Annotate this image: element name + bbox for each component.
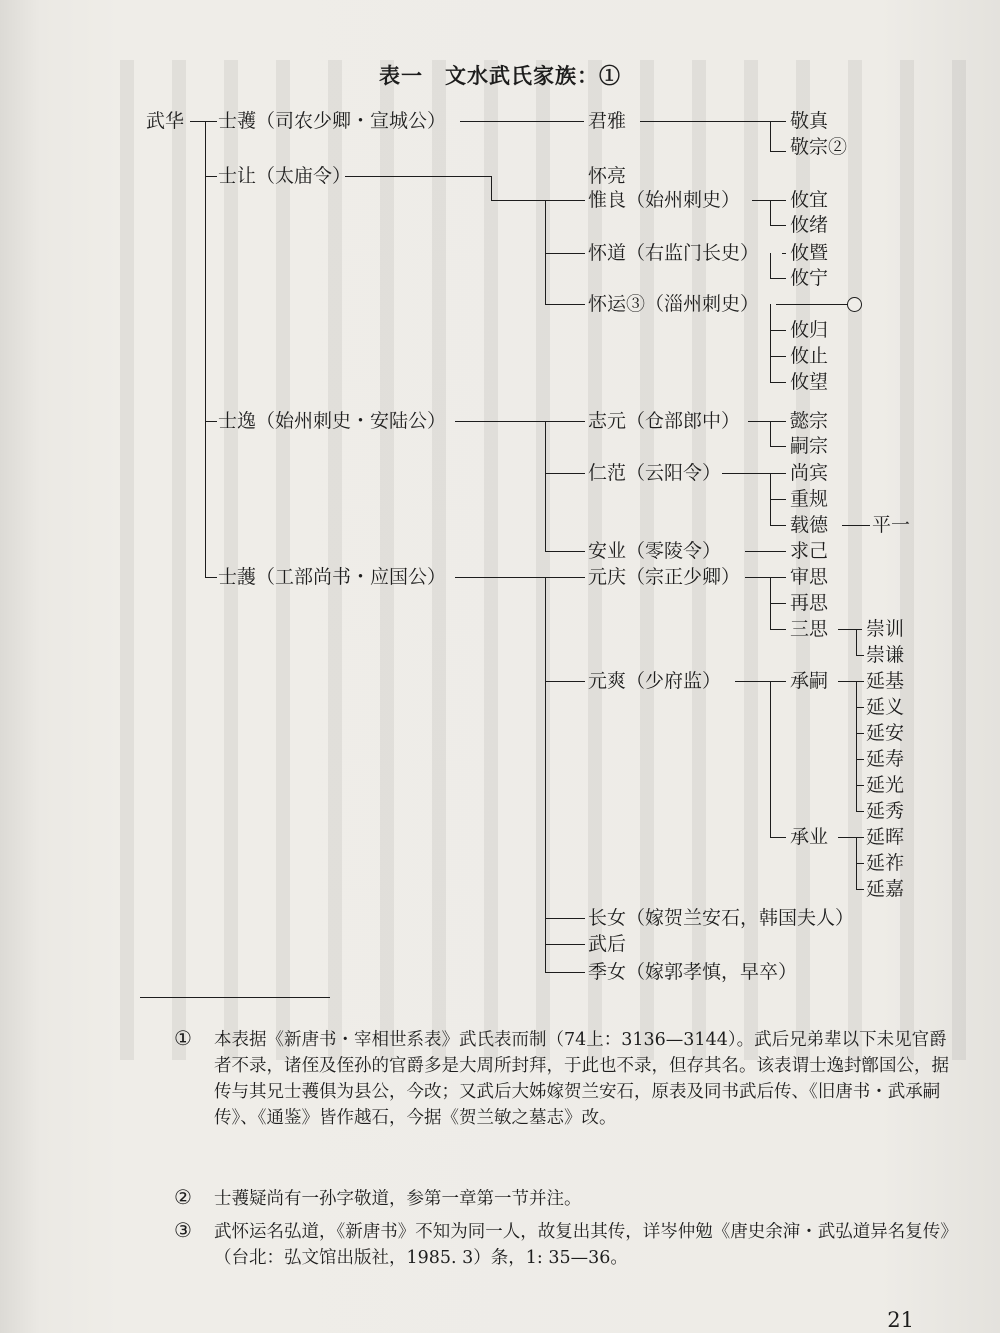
connector <box>770 499 786 500</box>
connector <box>455 421 585 422</box>
unnamed-descendant-circle <box>847 297 862 312</box>
great-grandson-name: 攸望 <box>790 371 829 393</box>
great-grandson-name: 尚宾 <box>790 462 829 484</box>
descendant-name: 延秀 <box>866 800 905 822</box>
son-name: 士逸（始州刺史・安陆公） <box>218 410 447 432</box>
descendant-name: 崇谦 <box>866 644 905 666</box>
connector <box>856 863 864 864</box>
connector <box>770 253 771 278</box>
connector <box>856 759 864 760</box>
connector <box>770 356 786 357</box>
connector <box>838 837 864 838</box>
great-grandson-name: 重规 <box>790 488 829 510</box>
connector <box>838 681 864 682</box>
grandson-name: 惟良（始州刺史） <box>588 189 741 211</box>
connector <box>776 304 848 305</box>
connector <box>770 225 786 226</box>
connector <box>205 421 217 422</box>
footnote-text: 士彟疑尚有一孙字敬道，参第一章第一节并注。 <box>214 1189 582 1209</box>
descendant-name: 平一 <box>872 514 911 536</box>
page-number: 21 <box>887 1308 914 1332</box>
connector <box>545 577 546 972</box>
descendant-name: 延光 <box>866 774 905 796</box>
footnote-rule <box>140 997 330 998</box>
connector <box>190 121 205 122</box>
connector <box>545 304 585 305</box>
great-grandson-name: 再思 <box>790 592 829 614</box>
descendant-name: 延寿 <box>866 748 905 770</box>
connector <box>770 330 786 331</box>
great-grandson-name: 攸宜 <box>790 189 829 211</box>
great-grandson-name: 载德 <box>790 514 829 536</box>
connector <box>745 577 786 578</box>
grandson-name: 怀运③（淄州刺史） <box>588 293 760 315</box>
great-grandson-name: 懿宗 <box>790 410 829 432</box>
great-grandson-name: 敬真 <box>790 110 829 132</box>
grandson-name: 元庆（宗正少卿） <box>588 566 741 588</box>
grandson-name: 元爽（少府监） <box>588 670 722 692</box>
grandson-name: 仁范（云阳令） <box>588 462 722 484</box>
grandson-name: 安业（零陵令） <box>588 540 722 562</box>
descendant-name: 延义 <box>866 696 905 718</box>
great-grandson-name: 审思 <box>790 566 829 588</box>
connector <box>770 603 786 604</box>
connector <box>722 473 786 474</box>
connector <box>856 655 864 656</box>
connector <box>752 200 786 201</box>
connector <box>545 918 585 919</box>
grandson-name: 志元（仓部郎中） <box>588 410 741 432</box>
grandson-name: 怀亮 <box>588 165 627 187</box>
connector <box>782 253 786 254</box>
connector <box>770 681 771 837</box>
descendant-name: 延安 <box>866 722 905 744</box>
connector <box>770 121 786 122</box>
connector <box>345 176 491 177</box>
connector <box>205 176 217 177</box>
grandson-name: 怀道（右监门长史） <box>588 242 760 264</box>
connector <box>205 121 206 577</box>
connector <box>735 681 786 682</box>
table-title: 表一 文水武氏家族：① <box>379 63 621 88</box>
connector <box>856 733 864 734</box>
connector <box>770 421 771 446</box>
connector <box>748 421 786 422</box>
great-grandson-name: 攸暨 <box>790 242 829 264</box>
descendant-name: 延基 <box>866 670 905 692</box>
descendant-name: 延嘉 <box>866 878 905 900</box>
connector <box>856 785 864 786</box>
connector <box>545 972 585 973</box>
great-grandson-name: 攸宁 <box>790 267 829 289</box>
footnote-text: 武怀运名弘道，《新唐书》不知为同一人，故复出其传，详岑仲勉《唐史余渖・武弘道异名复传》（台北：弘文馆出版社，1985. 3）条，1: 35—36。 <box>214 1222 949 1268</box>
son-name: 士彟（司农少卿・宣城公） <box>218 110 447 132</box>
son-name: 士让（太庙令） <box>218 165 352 187</box>
great-grandson-name: 三思 <box>790 618 829 640</box>
connector <box>455 577 585 578</box>
connector <box>770 837 786 838</box>
great-grandson-name: 嗣宗 <box>790 435 829 457</box>
connector <box>842 525 870 526</box>
connector <box>856 707 864 708</box>
connector <box>460 121 584 122</box>
connector <box>545 200 546 304</box>
connector <box>856 629 857 655</box>
connector <box>205 577 217 578</box>
connector <box>856 889 864 890</box>
great-grandson-name: 敬宗② <box>790 136 848 158</box>
connector <box>491 200 585 201</box>
connector <box>545 681 585 682</box>
connector <box>770 200 771 225</box>
granddaughter-name: 长女（嫁贺兰安石，韩国夫人） <box>588 907 855 929</box>
connector <box>545 944 585 945</box>
connector <box>770 304 771 382</box>
connector <box>545 253 585 254</box>
connector <box>856 681 857 811</box>
son-name: 士䕶（工部尚书・应国公） <box>218 566 447 588</box>
connector <box>545 551 585 552</box>
connector <box>640 121 770 122</box>
grandson-name: 君雅 <box>588 110 627 132</box>
great-grandson-name: 攸绪 <box>790 214 829 236</box>
connector <box>770 629 786 630</box>
great-grandson-name: 攸止 <box>790 345 829 367</box>
great-grandson-name: 攸归 <box>790 319 829 341</box>
descendant-name: 延晖 <box>866 826 905 848</box>
descendant-name: 崇训 <box>866 618 905 640</box>
connector <box>745 551 786 552</box>
connector <box>770 525 786 526</box>
connector <box>491 176 492 200</box>
footnote-marker: ③ <box>174 1218 192 1242</box>
connector <box>205 121 217 122</box>
connector <box>770 121 771 151</box>
granddaughter-name: 武后 <box>588 933 627 955</box>
footnote-marker: ① <box>174 1026 192 1050</box>
show-through-shadow <box>120 60 1000 1060</box>
footnote-marker: ② <box>174 1185 192 1209</box>
footnote-text: 本表据《新唐书・宰相世系表》武氏表而制（74上：3136—3144）。武后兄弟辈以下未见官爵者不录，诸侄及侄孙的官爵多是大周所封拜，于此也不录，但存其名。该表谓士逸封鄫国公，据传与其兄士彟俱为县公，今改；又武后大姊嫁贺兰安石，原表及同书武后传、《旧唐书・武承嗣传》、《通鉴》皆作越石，今据《贺兰敏之墓志》改。 <box>214 1030 949 1128</box>
root-name: 武华 <box>146 110 185 132</box>
connector <box>856 811 864 812</box>
descendant-name: 延祚 <box>866 852 905 874</box>
great-grandson-name: 求己 <box>790 540 829 562</box>
great-grandson-name: 承业 <box>790 826 829 848</box>
connector <box>545 421 546 551</box>
connector <box>838 629 862 630</box>
connector <box>545 473 585 474</box>
connector <box>770 446 786 447</box>
connector <box>770 382 786 383</box>
connector <box>770 151 786 152</box>
great-grandson-name: 承嗣 <box>790 670 829 692</box>
granddaughter-name: 季女（嫁郭孝慎，早卒） <box>588 961 798 983</box>
connector <box>770 278 786 279</box>
